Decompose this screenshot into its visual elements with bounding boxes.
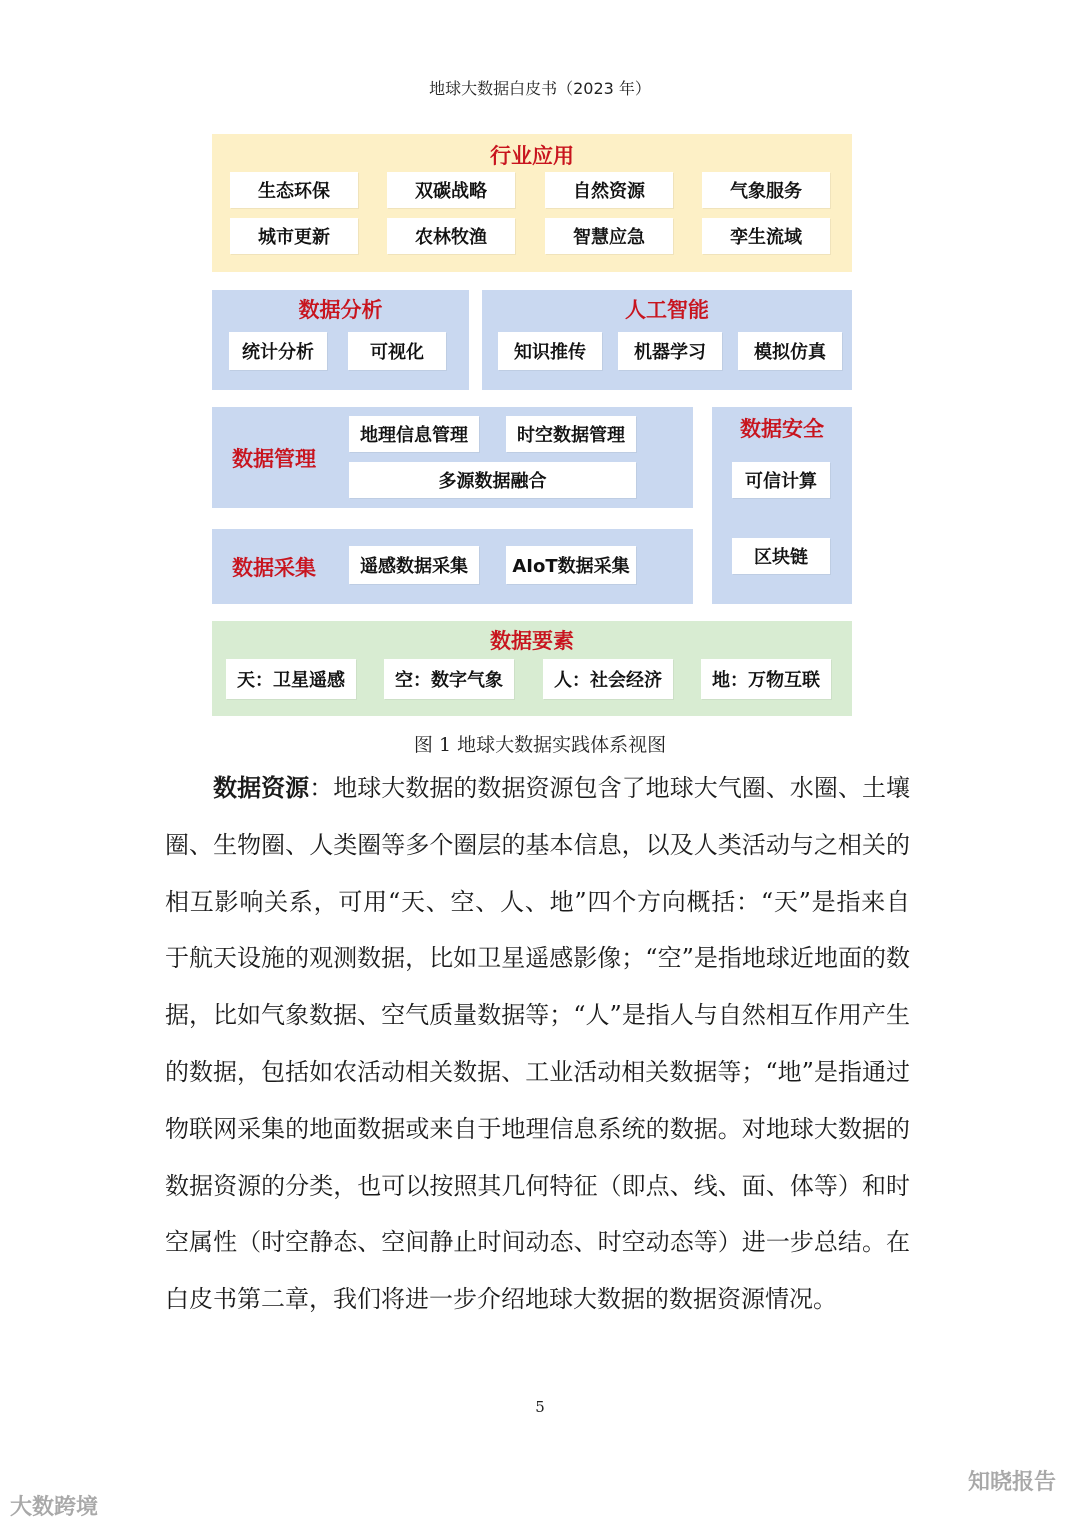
elements-item: 空：数字气象 [384, 659, 514, 699]
security-title: 数据安全 [740, 417, 824, 441]
management-panel [212, 407, 693, 508]
industry-item: 双碳战略 [387, 172, 515, 208]
ai-item: 机器学习 [618, 332, 722, 370]
elements-item: 地：万物互联 [701, 659, 831, 699]
page-number: 5 [535, 1398, 545, 1416]
paragraph-lead: 数据资源 [213, 774, 310, 802]
management-item: 地理信息管理 [349, 416, 479, 452]
elements-item: 人：社会经济 [543, 659, 673, 699]
body-paragraph [165, 760, 910, 1328]
watermark-right: 知晓报告 [967, 1470, 1056, 1495]
ai-panel [482, 290, 852, 390]
management-item: 时空数据管理 [506, 416, 636, 452]
industry-item: 农林牧渔 [387, 218, 515, 254]
collection-panel [212, 529, 693, 604]
industry-item: 气象服务 [702, 172, 830, 208]
analysis-panel [212, 290, 469, 390]
ai-item: 知识推传 [498, 332, 602, 370]
elements-item: 天：卫星遥感 [226, 659, 356, 699]
paragraph-text: ：地球大数据的数据资源包含了地球大气圈、水圈、土壤圈、生物圈、人类圈等多个圈层的基本信息，以及人类活动与之相关的相互影响关系，可用“天、空、人、地”四个方向概括：“天”是指来自于航天设施的观测数据，比如卫星遥感影像；“空”是指地球近地面的数据，比如气象数据、空气质量数据等；“人”是指人与自然相互作用产生的数据，包括如农活动相关数据、工业活动相关数据等；“地”是指通过物联网采集的地面数据或来自于地理信息系统的数据。对地球大数据的数据资源的分类，也可以按照其几何特征（即点、线、面、体等）和时空属性（时空静态、空间静止时间动态、时空动态等）进一步总结。在白皮书第二章，我们将进一步介绍地球大数据的数据资源情况。 [165, 774, 911, 1314]
industry-item: 生态环保 [230, 172, 358, 208]
figure-caption: 图 1 地球大数据实践体系视图 [413, 734, 667, 756]
elements-title: 数据要素 [490, 629, 574, 653]
management-title: 数据管理 [232, 447, 316, 471]
management-item: 多源数据融合 [349, 462, 636, 498]
analysis-title: 数据分析 [298, 298, 383, 322]
watermark-left: 大数跨境 [10, 1495, 99, 1520]
analysis-item: 统计分析 [229, 332, 327, 370]
ai-item: 模拟仿真 [738, 332, 842, 370]
industry-item: 城市更新 [230, 218, 358, 254]
industry-panel [212, 134, 852, 272]
industry-item: 智慧应急 [545, 218, 673, 254]
security-panel [712, 407, 852, 604]
security-item: 区块链 [732, 538, 830, 574]
collection-title: 数据采集 [232, 556, 316, 580]
ai-title: 人工智能 [625, 298, 709, 322]
elements-panel [212, 621, 852, 716]
industry-item: 孪生流域 [702, 218, 830, 254]
security-item: 可信计算 [732, 462, 830, 498]
analysis-item: 可视化 [348, 332, 446, 370]
collection-item: 遥感数据采集 [349, 546, 479, 584]
collection-item: AIoT数据采集 [506, 546, 636, 584]
industry-item: 自然资源 [545, 172, 673, 208]
page-header: 地球大数据白皮书（2023 年） [429, 79, 651, 98]
industry-title: 行业应用 [490, 144, 574, 168]
